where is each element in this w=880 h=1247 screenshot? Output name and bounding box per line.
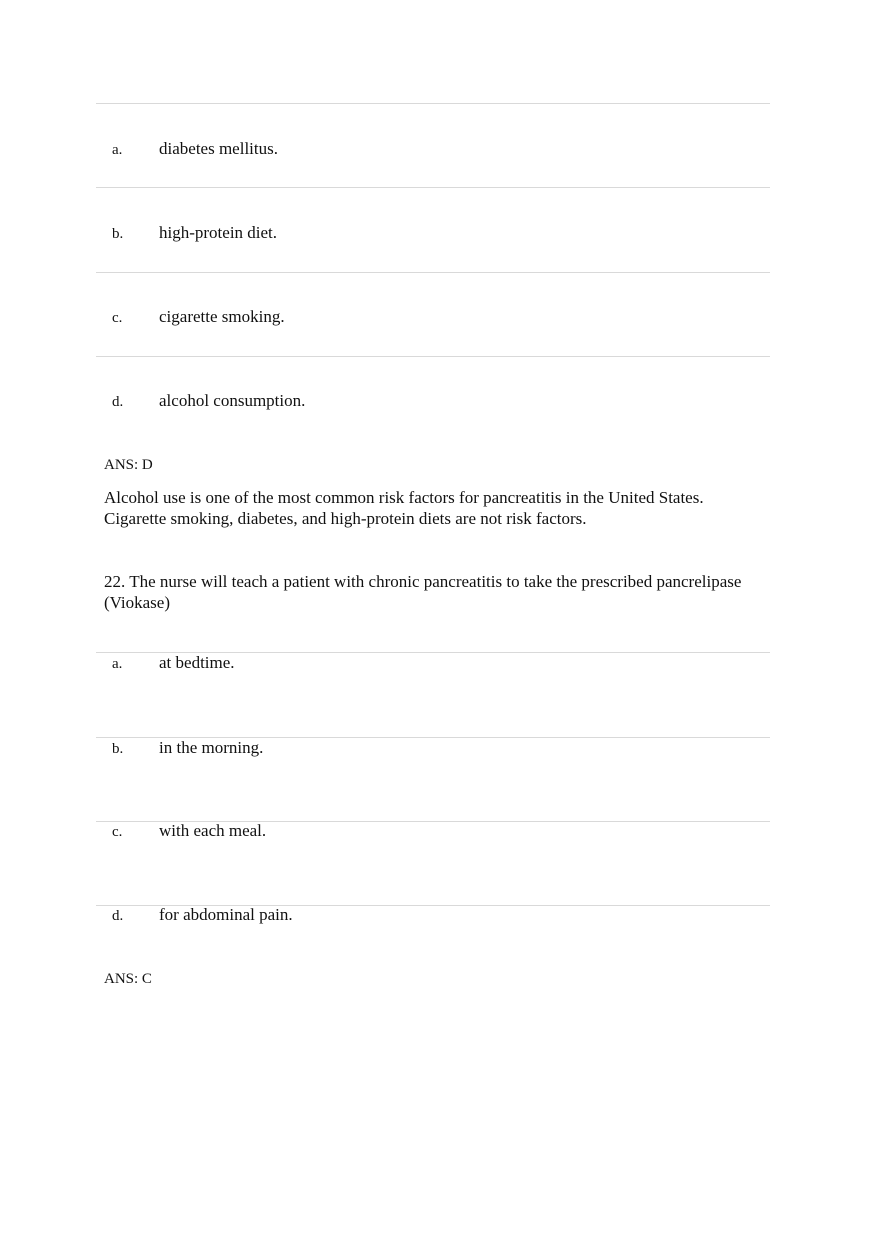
question-22 — [104, 571, 774, 613]
option-text: at bedtime. — [159, 653, 235, 672]
rationale-line: Cigarette smoking, diabetes, and high-protein diets are not risk factors. — [104, 509, 587, 528]
divider — [96, 187, 770, 188]
option-letter: b. — [112, 226, 124, 242]
option-letter: a. — [112, 656, 123, 672]
question-line: (Viokase) — [104, 593, 171, 612]
question-line: 22. The nurse will teach a patient with chronic pancreatitis to take the prescribed pancrelipase — [104, 572, 742, 591]
option-text: high-protein diet. — [159, 223, 278, 242]
divider — [96, 272, 770, 273]
option-letter: a. — [112, 142, 123, 158]
rationale — [104, 487, 774, 529]
option-letter: c. — [112, 824, 123, 840]
rationale-line: Alcohol use is one of the most common risk factors for pancreatitis in the United States. — [104, 488, 704, 507]
option-letter: d. — [112, 908, 124, 924]
option-letter: b. — [112, 741, 124, 757]
option-letter: d. — [112, 394, 124, 410]
answer-label: ANS: D — [104, 457, 153, 473]
answer-label: ANS: C — [104, 971, 152, 987]
option-text: cigarette smoking. — [159, 307, 285, 326]
option-letter: c. — [112, 310, 123, 326]
option-text: alcohol consumption. — [159, 391, 306, 410]
divider — [96, 103, 770, 104]
option-text: with each meal. — [159, 821, 267, 840]
option-text: for abdominal pain. — [159, 905, 293, 924]
divider — [96, 356, 770, 357]
option-text: in the morning. — [159, 738, 264, 757]
option-text: diabetes mellitus. — [159, 139, 278, 158]
